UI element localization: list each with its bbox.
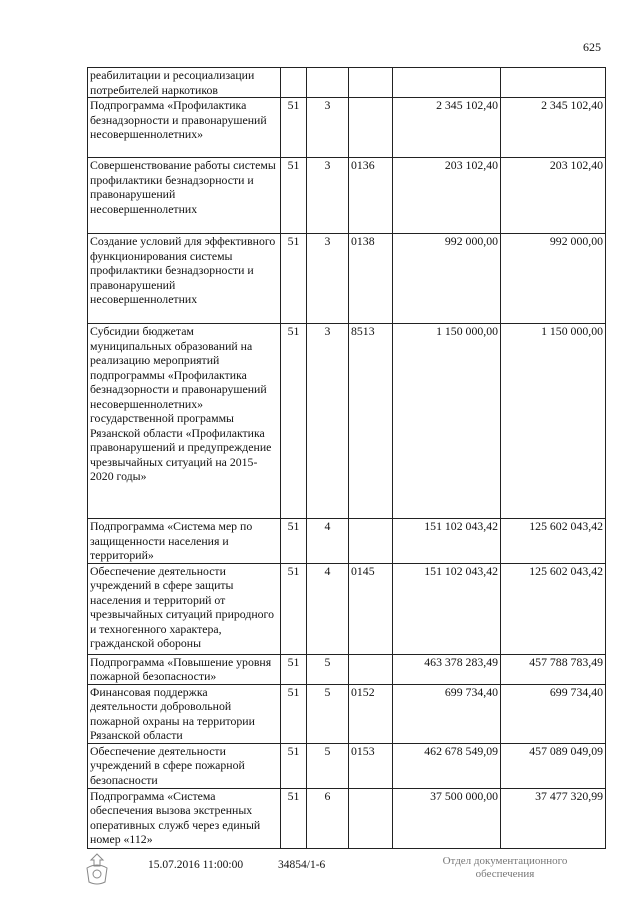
table-row: [88, 324, 606, 519]
row-amount-2-cell: 457 089 049,09: [501, 743, 606, 788]
row-name-cell: реабилитации и ресоциализации потребителей наркотиков: [88, 68, 281, 98]
table-row: [88, 234, 606, 324]
row-amount-2-cell: 203 102,40: [501, 158, 606, 234]
row-code-c-cell: 0138: [349, 234, 393, 324]
table-row: [88, 98, 606, 158]
row-code-c-cell: 0145: [349, 563, 393, 654]
footer-date: 15.07.2016 11:00:00: [148, 859, 244, 871]
table-row: [88, 68, 606, 98]
row-amount-1-cell: 203 102,40: [393, 158, 501, 234]
table-row: [88, 684, 606, 743]
row-code-a-cell: 51: [281, 743, 307, 788]
row-code-b-cell: 6: [307, 788, 349, 848]
row-code-b-cell: 4: [307, 563, 349, 654]
page-number: 625: [583, 40, 601, 54]
row-code-b-cell: 5: [307, 684, 349, 743]
row-amount-2-cell: [501, 68, 606, 98]
row-amount-1-cell: 462 678 549,09: [393, 743, 501, 788]
row-name-cell: Обеспечение деятельности учреждений в сфере защиты населения и территорий от чрезвычайных ситуаций природного и техногенного характера, гражданской обороны: [88, 563, 281, 654]
row-amount-1-cell: 992 000,00: [393, 234, 501, 324]
row-name-cell: Совершенствование работы системы профилактики безнадзорности и правонарушений несовершеннолетних: [88, 158, 281, 234]
row-code-b-cell: 3: [307, 158, 349, 234]
row-code-c-cell: [349, 98, 393, 158]
row-code-c-cell: [349, 654, 393, 684]
budget-table: [87, 67, 606, 849]
row-name-cell: Обеспечение деятельности учреждений в сфере пожарной безопасности: [88, 743, 281, 788]
row-code-b-cell: 4: [307, 519, 349, 564]
row-amount-1-cell: 463 378 283,49: [393, 654, 501, 684]
row-code-b-cell: [307, 68, 349, 98]
budget-table-body: [88, 68, 606, 849]
table-row: [88, 158, 606, 234]
row-code-c-cell: 0152: [349, 684, 393, 743]
row-code-c-cell: [349, 68, 393, 98]
row-code-a-cell: 51: [281, 519, 307, 564]
row-name-cell: Финансовая поддержка деятельности добровольной пожарной охраны на территории Рязанской области: [88, 684, 281, 743]
row-code-a-cell: 51: [281, 324, 307, 519]
row-name-cell: Создание условий для эффективного функционирования системы профилактики безнадзорности и правонарушений несовершеннолетних: [88, 234, 281, 324]
row-code-a-cell: 51: [281, 563, 307, 654]
row-code-c-cell: 0136: [349, 158, 393, 234]
row-amount-1-cell: 1 150 000,00: [393, 324, 501, 519]
row-amount-1-cell: [393, 68, 501, 98]
row-code-c-cell: 8513: [349, 324, 393, 519]
row-code-c-cell: [349, 788, 393, 848]
row-code-b-cell: 5: [307, 743, 349, 788]
row-name-cell: Подпрограмма «Система обеспечения вызова экстренных оперативных служб через единый номер «112»: [88, 788, 281, 848]
row-amount-1-cell: 151 102 043,42: [393, 519, 501, 564]
row-code-c-cell: 0153: [349, 743, 393, 788]
row-code-b-cell: 3: [307, 324, 349, 519]
row-code-c-cell: [349, 519, 393, 564]
row-code-a-cell: [281, 68, 307, 98]
row-amount-1-cell: 699 734,40: [393, 684, 501, 743]
row-amount-2-cell: 457 788 783,49: [501, 654, 606, 684]
row-amount-1-cell: 2 345 102,40: [393, 98, 501, 158]
row-code-b-cell: 5: [307, 654, 349, 684]
row-amount-2-cell: 125 602 043,42: [501, 519, 606, 564]
row-code-a-cell: 51: [281, 654, 307, 684]
table-row: [88, 563, 606, 654]
row-code-b-cell: 3: [307, 98, 349, 158]
row-name-cell: Подпрограмма «Профилактика безнадзорности и правонарушений несовершеннолетних»: [88, 98, 281, 158]
row-code-a-cell: 51: [281, 684, 307, 743]
row-amount-2-cell: 992 000,00: [501, 234, 606, 324]
row-name-cell: Субсидии бюджетам муниципальных образований на реализацию мероприятий подпрограммы «Профилактика безнадзорности и правонарушений несовершеннолетних» государственной программы Рязанской области «Профилактика правонарушений и предупреждение чрезвычайных ситуаций на 2015-2020 годы»: [88, 324, 281, 519]
footer-doc-number: 34854/1-6: [278, 859, 326, 871]
table-row: [88, 654, 606, 684]
row-code-a-cell: 51: [281, 788, 307, 848]
stamp-line-1: Отдел документационного: [442, 855, 568, 867]
row-amount-1-cell: 151 102 043,42: [393, 563, 501, 654]
row-amount-2-cell: 2 345 102,40: [501, 98, 606, 158]
row-name-cell: Подпрограмма «Повышение уровня пожарной безопасности»: [88, 654, 281, 684]
row-amount-2-cell: 1 150 000,00: [501, 324, 606, 519]
row-amount-2-cell: 699 734,40: [501, 684, 606, 743]
row-amount-2-cell: 125 602 043,42: [501, 563, 606, 654]
row-name-cell: Подпрограмма «Система мер по защищенности населения и территорий»: [88, 519, 281, 564]
row-code-a-cell: 51: [281, 234, 307, 324]
stamp-line-2: обеспечения: [475, 868, 535, 880]
row-code-a-cell: 51: [281, 98, 307, 158]
emblem-icon: [83, 852, 111, 888]
table-row: [88, 519, 606, 564]
row-code-b-cell: 3: [307, 234, 349, 324]
row-amount-2-cell: 37 477 320,99: [501, 788, 606, 848]
department-stamp: [420, 855, 590, 881]
table-row: [88, 788, 606, 848]
row-amount-1-cell: 37 500 000,00: [393, 788, 501, 848]
row-code-a-cell: 51: [281, 158, 307, 234]
table-row: [88, 743, 606, 788]
